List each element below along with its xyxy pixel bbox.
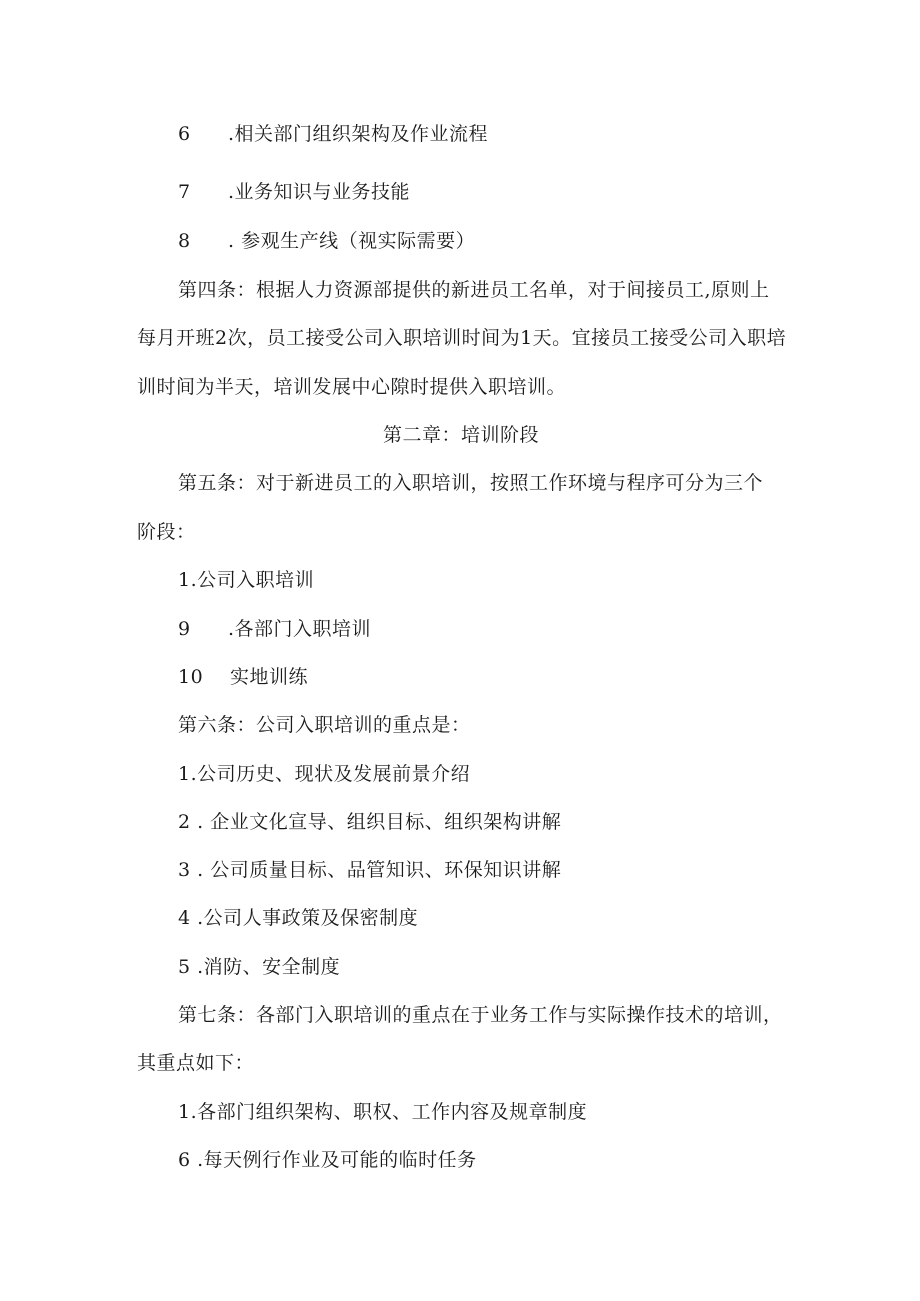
article-6-heading: 第六条：公司入职培训的重点是：	[178, 714, 471, 736]
list-item-8	[178, 229, 475, 253]
company-training-item-2: 2 . 企业文化宣导、组织目标、组织架构讲解	[178, 811, 562, 833]
list-number: 6	[178, 123, 191, 145]
company-training-item-1: 1.公司历史、现状及发展前景介绍	[178, 763, 471, 785]
company-training-item-3: 3 . 公司质量目标、品管知识、环保知识讲解	[178, 859, 562, 881]
list-text: . 参观生产线（视实际需要）	[228, 230, 476, 252]
stage-item-1: 1.公司入职培训	[178, 569, 315, 591]
department-training-item-6: 6 .每天例行作业及可能的临时任务	[178, 1149, 477, 1171]
article-5-line-2: 阶段：	[137, 521, 196, 543]
list-item-6	[178, 122, 488, 146]
list-number: 8	[178, 230, 191, 252]
list-text: 实地训练	[230, 666, 309, 688]
article-4-line-3: 训时间为半天，培训发展中心隙时提供入职培训。	[137, 376, 567, 398]
stage-item-10	[178, 665, 308, 689]
article-5-line-1: 第五条：对于新进员工的入职培训，按照工作环境与程序可分为三个	[178, 472, 764, 494]
list-text: .业务知识与业务技能	[228, 181, 411, 203]
stage-item-9	[178, 617, 371, 641]
company-training-item-5: 5 .消防、安全制度	[178, 956, 341, 978]
list-text: .相关部门组织架构及作业流程	[228, 123, 489, 145]
article-4-line-1: 第四条：根据人力资源部提供的新进员工名单，对于间接员工,原则上	[178, 279, 770, 301]
list-number: 9	[178, 618, 191, 640]
article-7-line-2: 其重点如下：	[137, 1052, 255, 1074]
article-4-line-2: 每月开班2次，员工接受公司入职培训时间为1天。宜接员工接受公司入职培	[137, 327, 787, 349]
list-item-7	[178, 180, 410, 204]
list-number: 10	[178, 666, 204, 688]
company-training-item-4: 4 .公司人事政策及保密制度	[178, 907, 419, 929]
list-number: 7	[178, 181, 191, 203]
article-7-line-1: 第七条：各部门入职培训的重点在于业务工作与实际操作技术的培训，	[178, 1004, 783, 1026]
list-text: .各部门入职培训	[228, 618, 372, 640]
department-training-item-1: 1.各部门组织架构、职权、工作内容及规章制度	[178, 1101, 588, 1123]
chapter-heading: 第二章：培训阶段	[383, 424, 540, 446]
